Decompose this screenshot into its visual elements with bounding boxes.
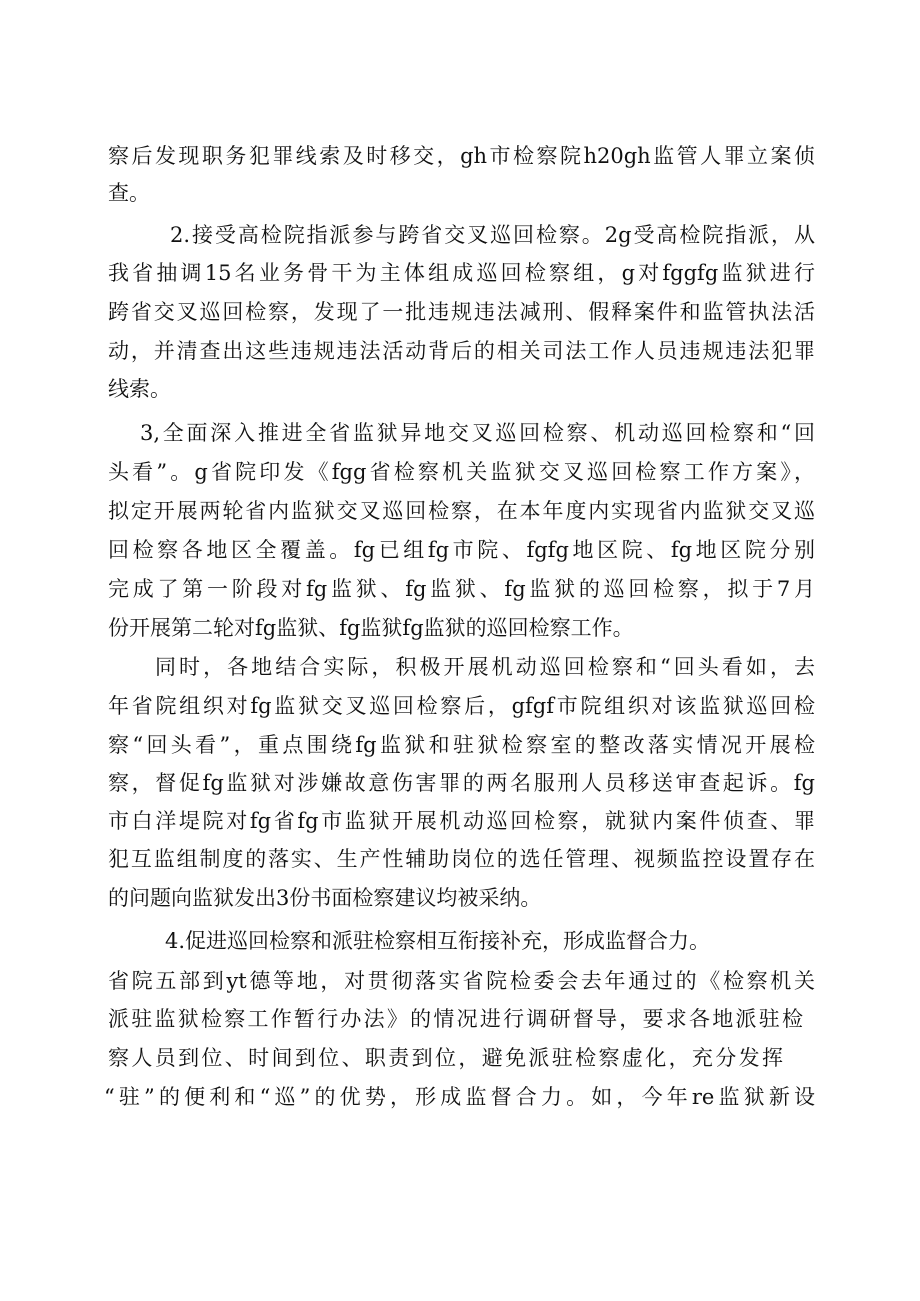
text-line: 完成了第一阶段对fg监狱、fg监狱、fg监狱的巡回检察，拟于7月	[108, 577, 815, 601]
paragraph-heading-4: 4.促进巡回检察和派驻检察相互衔接补充，形成监督合力。	[165, 929, 711, 953]
text-line: 头看”。g省院印发《fgg省检察机关监狱交叉巡回检察工作方案》，	[108, 460, 815, 484]
text-line: “驻”的便利和“巡”的优势，形成监督合力。如，今年re监狱新设	[104, 1085, 815, 1109]
text-line: 犯互监组制度的落实、生产性辅助岗位的选任管理、视频监控设置存在	[108, 847, 815, 871]
text-line: 拟定开展两轮省内监狱交叉巡回检察，在本年度内实现省内监狱交叉巡	[108, 499, 815, 523]
text-line: 跨省交叉巡回检察，发现了一批违规违法减刑、假释案件和监管执法活	[108, 300, 815, 324]
text-line: 市白洋堤院对fg省fg市监狱开展机动巡回检察，就狱内案件侦查、罪	[108, 809, 815, 833]
text-line: 动，并清查出这些违规违法活动背后的相关司法工作人员违规违法犯罪	[108, 339, 815, 363]
text-line: 年省院组织对fg监狱交叉巡回检察后，gfgf市院组织对该监狱巡回检	[108, 694, 815, 718]
text-line: 查。	[108, 181, 150, 205]
text-line: 的问题向监狱发出3份书面检察建议均被采纳。	[108, 886, 542, 910]
text-line: 派驻监狱检察工作暂行办法》的情况进行调研督导，要求各地派驻检	[108, 1007, 803, 1031]
paragraph-heading-2: 2.接受高检院指派参与跨省交叉巡回检察。2g受高检院指派，从	[170, 223, 815, 247]
text-line: 察“回头看”，重点围绕fg监狱和驻狱检察室的整改落实情况开展检	[108, 733, 815, 757]
text-line: 我省抽调15名业务骨干为主体组成巡回检察组，g对fggfg监狱进行	[108, 261, 815, 285]
text-line: 省院五部到yt德等地，对贯彻落实省院检委会去年通过的《检察机关	[108, 969, 815, 993]
text-line: 察，督促fg监狱对涉嫌故意伤害罪的两名服刑人员移送审查起诉。fg	[108, 771, 815, 795]
text-line: 察后发现职务犯罪线索及时移交，gh市检察院h20gh监管人罪立案侦	[108, 144, 815, 168]
text-line: 察人员到位、时间到位、职责到位，避免派驻检察虚化，充分发挥	[108, 1046, 783, 1070]
text-line: 回检察各地区全覆盖。fg已组fg市院、fgfg地区院、fg地区院分别	[108, 538, 815, 562]
text-line: 线索。	[108, 377, 171, 401]
text-line: 份开展第二轮对fg监狱、fg监狱fg监狱的巡回检察工作。	[108, 616, 634, 640]
paragraph-heading-3: 3,全面深入推进全省监狱异地交叉巡回检察、机动巡回检察和“回	[140, 421, 815, 445]
paragraph-start: 同时，各地结合实际，积极开展机动巡回检察和“回头看如，去	[155, 655, 815, 679]
